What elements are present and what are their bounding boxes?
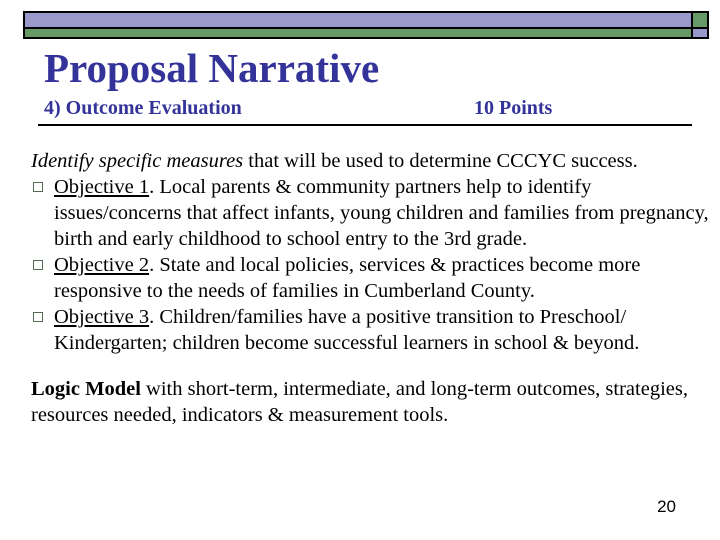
green-square — [693, 13, 707, 27]
purple-square — [693, 29, 707, 37]
logic-text: with short-term, intermediate, and long-term outcomes, strategies, resources needed, indicators & measurement tools. — [31, 378, 688, 426]
slide-title: Proposal Narrative — [44, 45, 380, 91]
intro-text: that will be used to determine CCCYC success. — [243, 150, 638, 172]
header-decoration-bars — [23, 11, 709, 39]
intro-italic: Identify specific measures — [31, 150, 244, 172]
square-bullet-icon — [33, 182, 43, 192]
objective-text: . State and local policies, services & practices become more responsive to the needs of families in Cumberland County. — [54, 254, 641, 302]
purple-bar — [25, 13, 691, 27]
section-subtitle: 4) Outcome Evaluation — [44, 97, 242, 119]
objective-label: Objective 3 — [54, 306, 150, 328]
objective-text: . Local parents & community partners help to identify issues/concerns that affect infants, young children and families from pregnancy, birth and early childhood to school entry to the 3rd grade. — [54, 176, 709, 250]
points-label: 10 Points — [474, 97, 553, 119]
slide-body — [31, 148, 711, 428]
objective-item — [31, 174, 711, 252]
square-bullet-icon — [33, 312, 43, 322]
objective-text: . Children/families have a positive transition to Preschool/ Kindergarten; children become successful learners in school & beyond. — [54, 306, 640, 354]
logic-model-paragraph — [31, 376, 711, 428]
objective-item — [31, 304, 711, 356]
objective-label: Objective 2 — [54, 254, 150, 276]
header-divider — [38, 124, 692, 126]
green-bar — [25, 29, 691, 37]
square-bullet-icon — [33, 260, 43, 270]
logic-bold: Logic Model — [31, 378, 141, 400]
page-number: 20 — [657, 497, 676, 516]
intro-paragraph — [31, 148, 711, 174]
objective-item — [31, 252, 711, 304]
objective-label: Objective 1 — [54, 176, 150, 198]
